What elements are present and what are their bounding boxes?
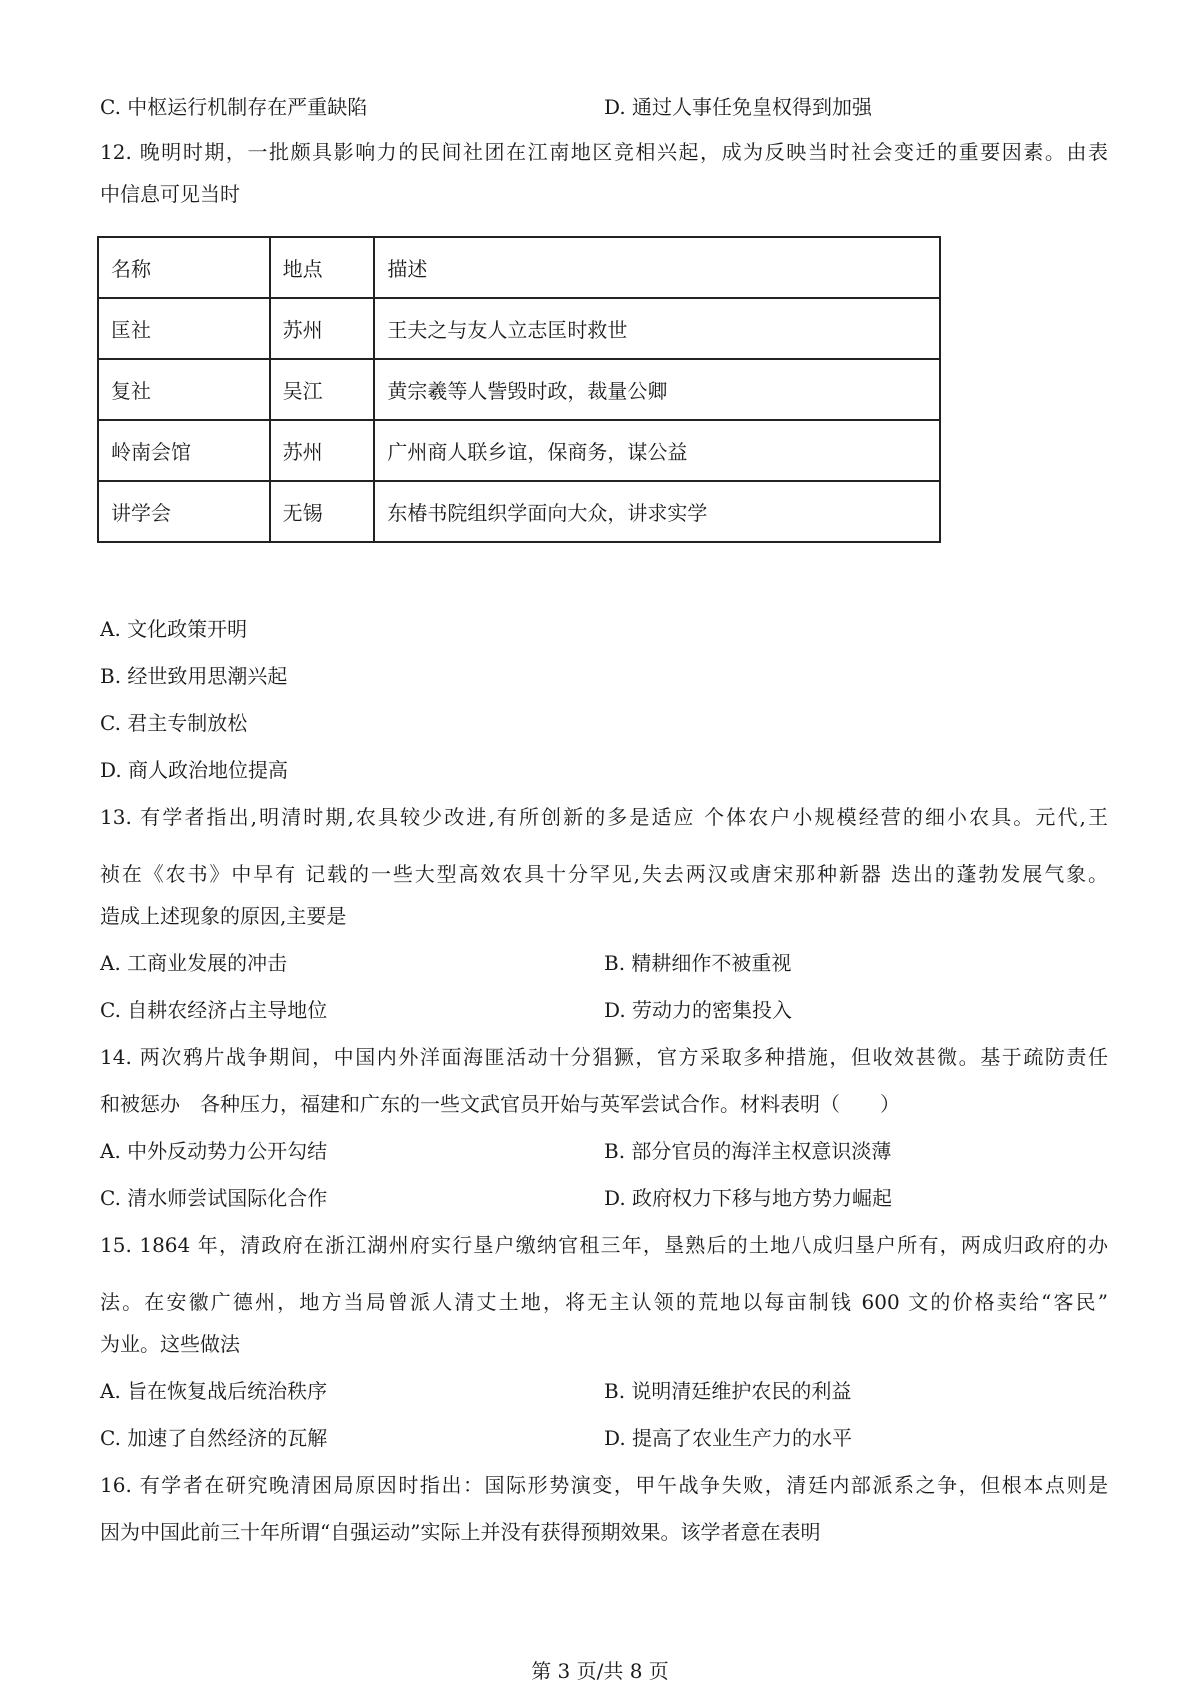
q13-option-c: C. 自耕农经济占主导地位 (100, 998, 328, 1022)
q11-option-c: C. 中枢运行机制存在严重缺陷 (100, 95, 368, 119)
q12-stem-line-2: 中信息可见当时 (100, 182, 240, 206)
q12-option-a: A. 文化政策开明 (100, 617, 248, 641)
table-cell: 苏州 (270, 420, 375, 481)
table-header-desc: 描述 (374, 237, 940, 298)
q12-stem-line-1: 12. 晚明时期，一批颇具影响力的民间社团在江南地区竞相兴起，成为反映当时社会变迁的重要因素。由表 (100, 140, 1108, 164)
table-cell: 吴江 (270, 359, 375, 420)
q15-option-b: B. 说明清廷维护农民的利益 (604, 1379, 852, 1403)
q13-stem-line-1: 13. 有学者指出,明清时期,农具较少改进,有所创新的多是适应 个体农户小规模经营的细小农具。元代,王 (100, 805, 1108, 829)
table-cell: 匡社 (98, 298, 270, 359)
q13-option-d: D. 劳动力的密集投入 (604, 998, 793, 1022)
table-cell: 岭南会馆 (98, 420, 270, 481)
table-cell: 东椿书院组织学面向大众，讲求实学 (374, 481, 940, 542)
q14-stem-line-2: 和被惩办 各种压力，福建和广东的一些文武官员开始与英军尝试合作。材料表明（ ） (100, 1092, 900, 1116)
q15-option-c: C. 加速了自然经济的瓦解 (100, 1426, 328, 1450)
table-cell: 讲学会 (98, 481, 270, 542)
q15-stem-line-3: 为业。这些做法 (100, 1332, 240, 1356)
q12-option-d: D. 商人政治地位提高 (100, 758, 289, 782)
table-cell: 黄宗羲等人訾毁时政，裁量公卿 (374, 359, 940, 420)
table-row (98, 298, 940, 359)
q15-option-a: A. 旨在恢复战后统治秩序 (100, 1379, 328, 1403)
table-cell: 无锡 (270, 481, 375, 542)
table-header-place: 地点 (270, 237, 375, 298)
table-row (98, 359, 940, 420)
q12-table (97, 236, 941, 543)
page-number: 第 3 页/共 8 页 (531, 1659, 669, 1683)
table-cell: 王夫之与友人立志匡时救世 (374, 298, 940, 359)
q14-option-a: A. 中外反动势力公开勾结 (100, 1139, 328, 1163)
q14-option-c: C. 清水师尝试国际化合作 (100, 1186, 328, 1210)
q13-stem-line-2: 祯在《农书》中早有 记载的一些大型高效农具十分罕见,失去两汉或唐宋那种新器 迭出的蓬勃发展气象。 (100, 862, 1108, 886)
q13-stem-line-3: 造成上述现象的原因,主要是 (100, 904, 347, 928)
q13-option-b: B. 精耕细作不被重视 (604, 951, 792, 975)
q15-stem-line-1: 15. 1864 年，清政府在浙江湖州府实行垦户缴纳官租三年，垦熟后的土地八成归垦户所有，两成归政府的办 (100, 1233, 1108, 1257)
table-header-row (98, 237, 940, 298)
table-row (98, 481, 940, 542)
q15-stem-line-2: 法。在安徽广德州，地方当局曾派人清丈土地，将无主认领的荒地以每亩制钱 600 文的价格卖给“客民” (100, 1290, 1108, 1314)
q14-stem-line-1: 14. 两次鸦片战争期间，中国内外洋面海匪活动十分猖獗，官方采取多种措施，但收效甚微。基于疏防责任 (100, 1045, 1108, 1069)
q11-option-d: D. 通过人事任免皇权得到加强 (604, 95, 873, 119)
q13-option-a: A. 工商业发展的冲击 (100, 951, 288, 975)
table-cell: 广州商人联乡谊，保商务，谋公益 (374, 420, 940, 481)
q14-option-d: D. 政府权力下移与地方势力崛起 (604, 1186, 893, 1210)
q12-option-c: C. 君主专制放松 (100, 711, 248, 735)
table-row (98, 420, 940, 481)
q14-option-b: B. 部分官员的海洋主权意识淡薄 (604, 1139, 892, 1163)
table-cell: 苏州 (270, 298, 375, 359)
q15-option-d: D. 提高了农业生产力的水平 (604, 1426, 853, 1450)
q16-stem-line-2: 因为中国此前三十年所谓“自强运动”实际上并没有获得预期效果。该学者意在表明 (100, 1520, 821, 1544)
table-cell: 复社 (98, 359, 270, 420)
q16-stem-line-1: 16. 有学者在研究晚清困局原因时指出：国际形势演变，甲午战争失败，清廷内部派系之争，但根本点则是 (100, 1473, 1108, 1497)
table-header-name: 名称 (98, 237, 270, 298)
q12-option-b: B. 经世致用思潮兴起 (100, 664, 288, 688)
